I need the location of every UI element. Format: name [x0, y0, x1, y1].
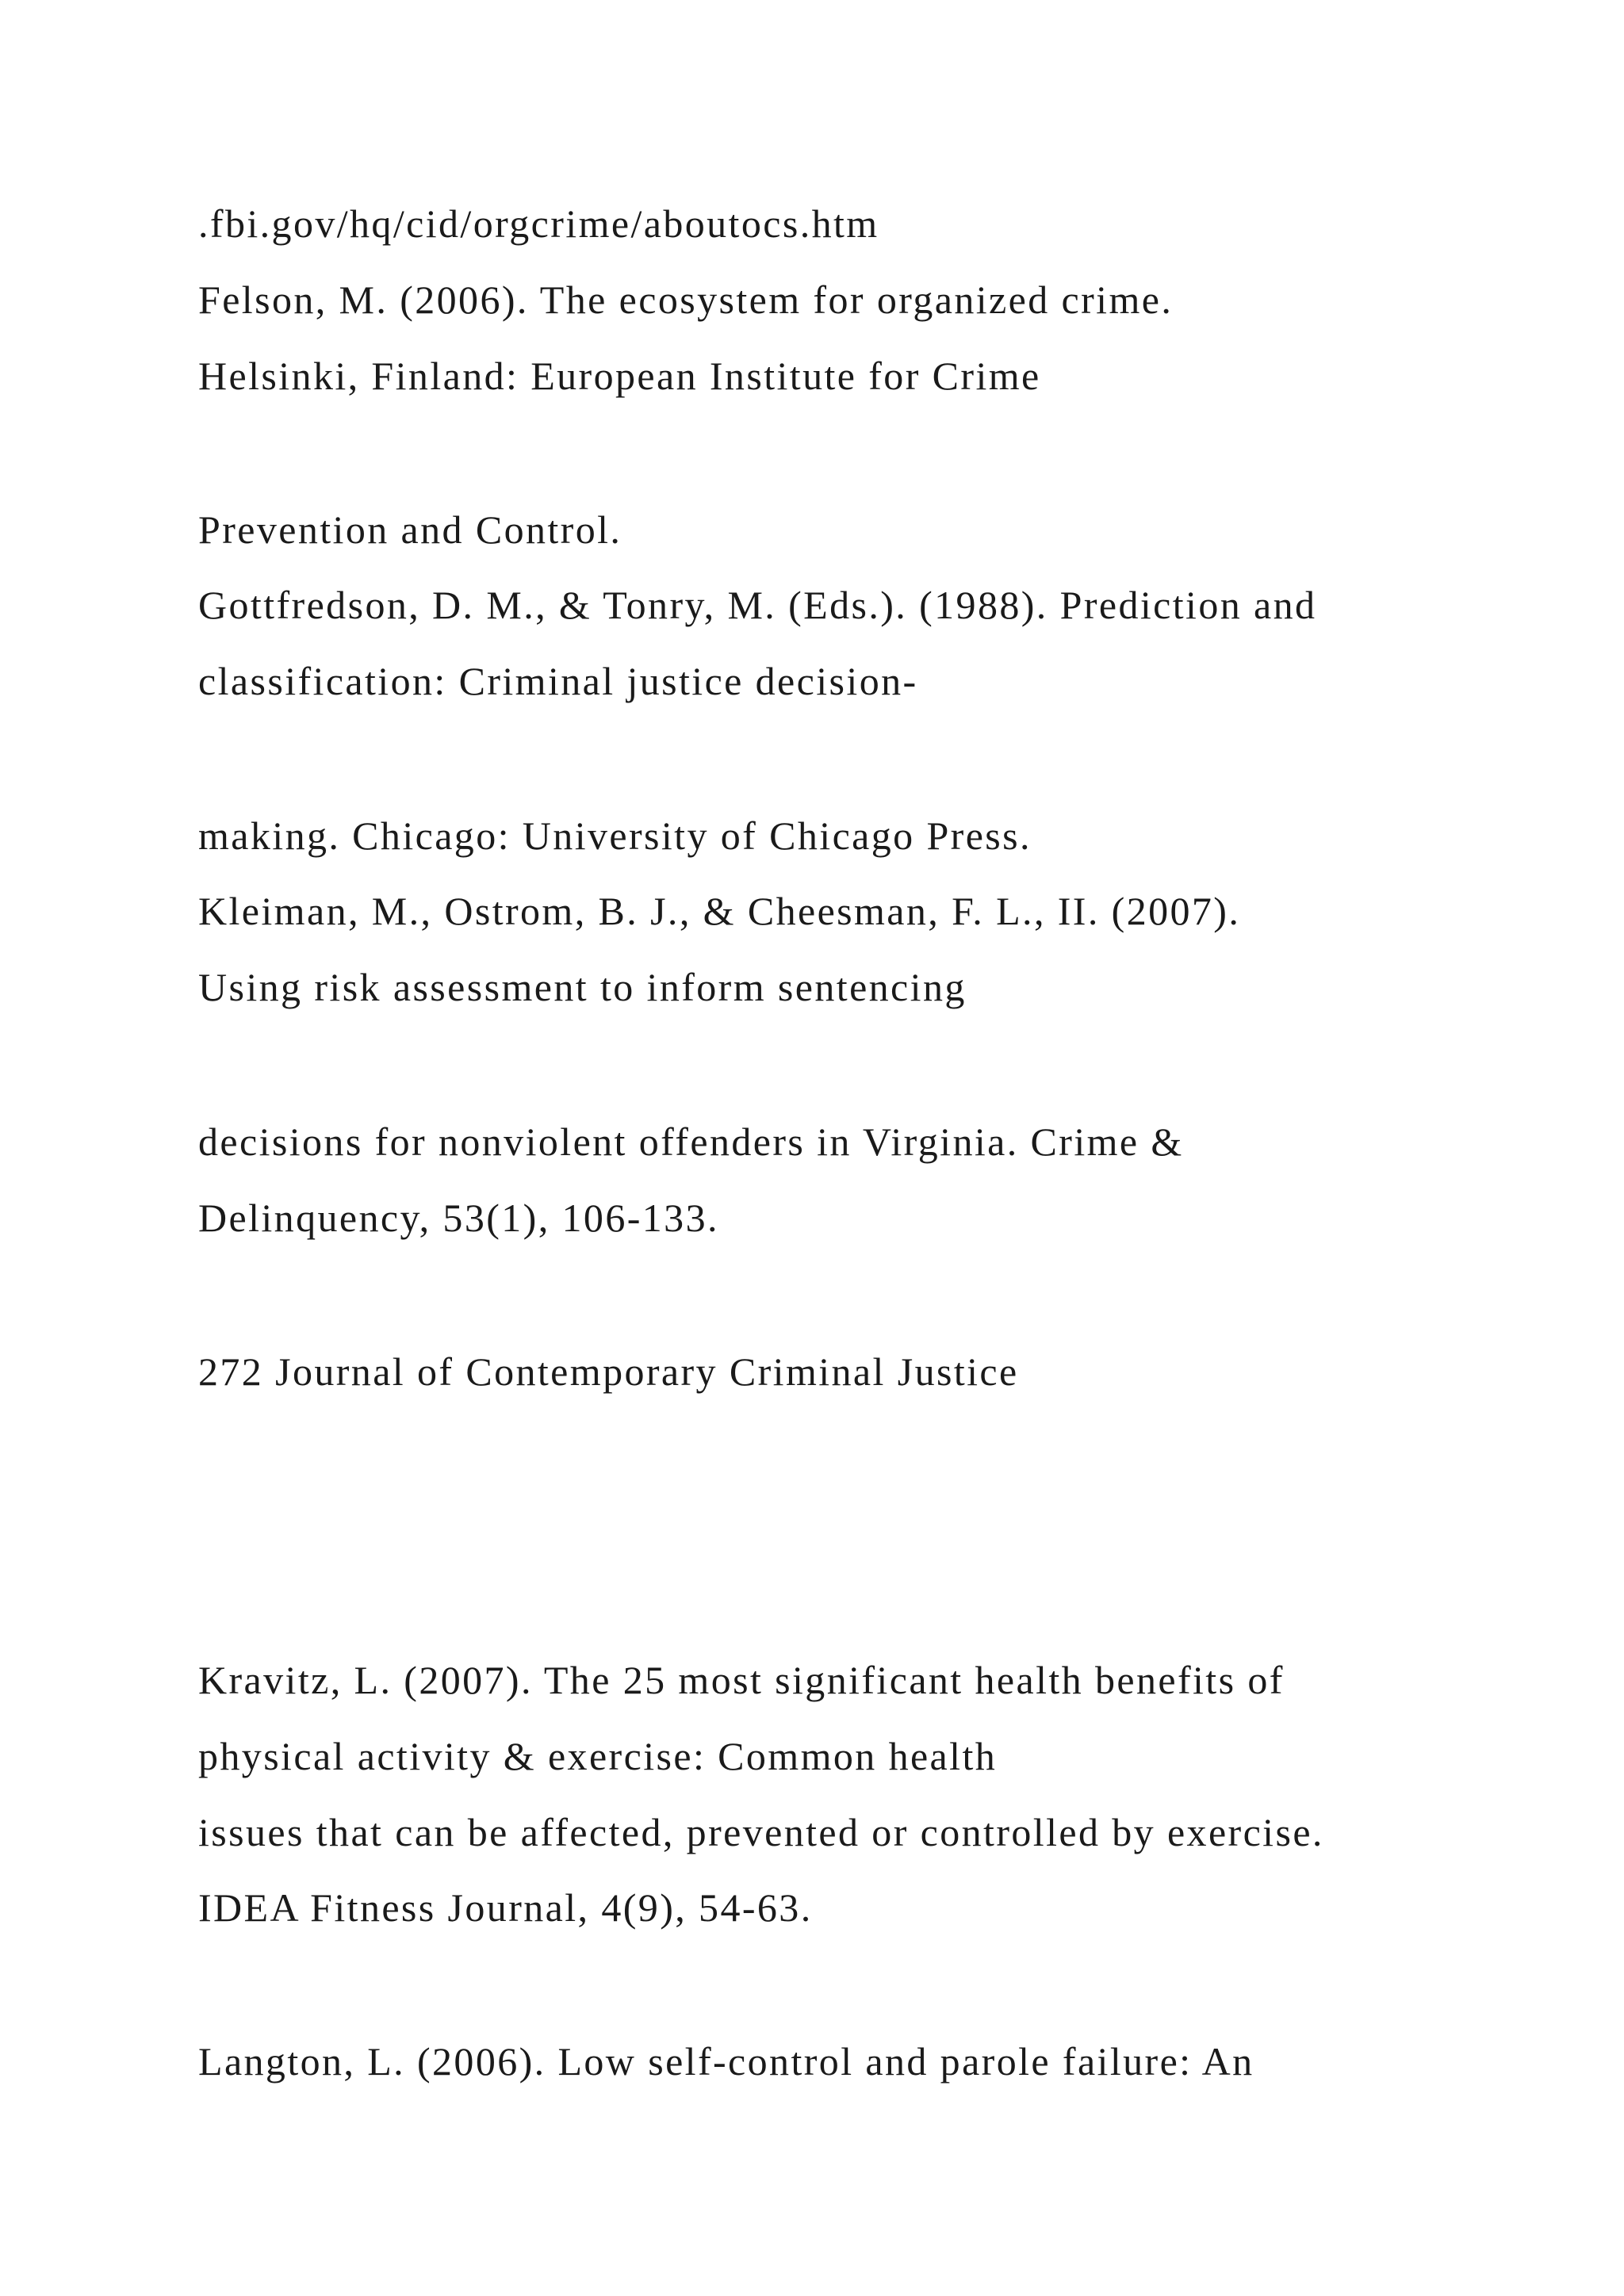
reference-line: making. Chicago: University of Chicago Press. [198, 813, 1032, 858]
reference-line: .fbi.gov/hq/cid/orgcrime/aboutocs.htm [198, 201, 879, 246]
reference-line: IDEA Fitness Journal, 4(9), 54-63. [198, 1885, 813, 1930]
reference-line: classification: Criminal justice decision- [198, 659, 918, 703]
reference-line: Kleiman, M., Ostrom, B. J., & Cheesman, F. L., II. (2007). [198, 889, 1241, 933]
reference-line: Helsinki, Finland: European Institute for Crime [198, 354, 1041, 398]
reference-line: Langton, L. (2006). Low self-control and parole failure: An [198, 2039, 1254, 2084]
reference-line: Kravitz, L. (2007). The 25 most significant health benefits of [198, 1658, 1285, 1702]
reference-line: physical activity & exercise: Common health [198, 1734, 998, 1778]
running-footer: 272 Journal of Contemporary Criminal Justice [198, 1349, 1019, 1394]
reference-line: Using risk assessment to inform sentencing [198, 965, 967, 1009]
reference-line: Delinquency, 53(1), 106-133. [198, 1196, 719, 1240]
reference-line: Prevention and Control. [198, 507, 622, 552]
reference-line: Gottfredson, D. M., & Tonry, M. (Eds.). (1988). Prediction and [198, 583, 1317, 627]
reference-line: decisions for nonviolent offenders in Virginia. Crime & [198, 1119, 1184, 1164]
reference-line: Felson, M. (2006). The ecosystem for organized crime. [198, 277, 1174, 322]
reference-line: issues that can be affected, prevented or controlled by exercise. [198, 1810, 1324, 1854]
